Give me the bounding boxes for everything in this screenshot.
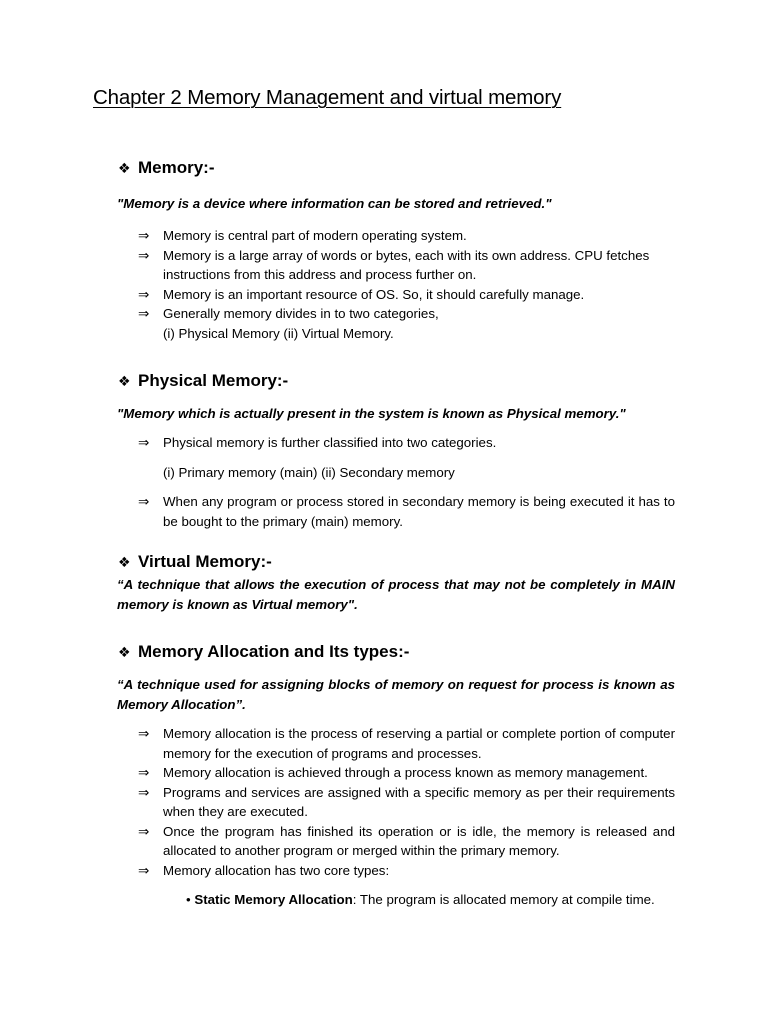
list-item: ⇒ Once the program has finished its operation or is idle, the memory is released and allocated to another program or merged within the primary memory. (138, 823, 675, 858)
heading-memory-allocation-label: Memory Allocation and Its types:- (138, 642, 410, 661)
double-arrow-icon: ⇒ (138, 435, 150, 450)
definition-physical-memory: "Memory which is actually present in the system is known as Physical memory." (117, 406, 626, 421)
definition-memory-allocation: “A technique used for assigning blocks of memory on request for process is known as Memory Allocation”. (117, 677, 675, 712)
list-item: ⇒ Memory allocation is achieved through a process known as memory management. (138, 763, 675, 783)
heading-virtual-memory-label: Virtual Memory:- (138, 552, 272, 571)
list-item: ⇒ Memory is an important resource of OS. So, it should carefully manage. (138, 285, 675, 305)
diamond-bullet-icon: ❖ (118, 160, 131, 176)
double-arrow-icon: ⇒ (138, 228, 150, 243)
heading-memory-allocation (118, 642, 409, 662)
physical-list-1 (138, 433, 675, 453)
memory-categories-line: (i) Physical Memory (ii) Virtual Memory. (163, 326, 394, 341)
list-item: ⇒ Physical memory is further classified into two categories. (138, 433, 675, 453)
list-item: ⇒ Memory allocation is the process of reserving a partial or complete portion of computer memory for the execution of programs and processes. (138, 726, 675, 761)
physical-list-2 (138, 492, 675, 531)
heading-physical-memory (118, 371, 288, 391)
list-item: ⇒ Memory is a large array of words or bytes, each with its own address. CPU fetches instructions from this address and process further on. (138, 247, 650, 282)
list-item: ⇒ Programs and services are assigned with a specific memory as per their requirements when they are executed. (138, 784, 675, 819)
diamond-bullet-icon: ❖ (118, 554, 131, 570)
double-arrow-icon: ⇒ (138, 765, 150, 780)
definition-virtual-memory: “A technique that allows the execution of process that may not be completely in MAIN memory is known as Virtual memory". (117, 577, 675, 612)
list-item: ⇒ Memory allocation has two core types: (138, 861, 675, 881)
double-arrow-icon: ⇒ (138, 286, 150, 302)
static-allocation-term: Static Memory Allocation (194, 892, 353, 907)
static-allocation-text: : The program is allocated memory at compile time. (352, 892, 655, 907)
list-item: ⇒ When any program or process stored in secondary memory is being executed it has to be bought to the primary (main) memory. (138, 494, 675, 529)
double-arrow-icon: ⇒ (138, 306, 150, 321)
double-arrow-icon: ⇒ (138, 823, 150, 839)
list-item: ⇒ Generally memory divides in to two categories, (138, 304, 675, 324)
diamond-bullet-icon: ❖ (118, 373, 131, 389)
page-title: Chapter 2 Memory Management and virtual memory (93, 86, 562, 109)
heading-physical-memory-label: Physical Memory:- (138, 371, 289, 390)
double-arrow-icon: ⇒ (138, 247, 150, 263)
static-allocation-bullet (186, 890, 655, 910)
memory-list (138, 226, 675, 324)
list-item: ⇒ Memory is central part of modern operating system. (138, 226, 675, 246)
double-arrow-icon: ⇒ (138, 726, 150, 741)
definition-memory: "Memory is a device where information can be stored and retrieved." (117, 196, 552, 211)
double-arrow-icon: ⇒ (138, 784, 150, 800)
heading-virtual-memory (118, 552, 272, 572)
physical-sub-line: (i) Primary memory (main) (ii) Secondary memory (163, 465, 455, 480)
allocation-list (138, 724, 675, 880)
heading-memory (118, 158, 215, 178)
double-arrow-icon: ⇒ (138, 494, 150, 509)
dot-bullet-icon: • (186, 892, 191, 907)
diamond-bullet-icon: ❖ (118, 644, 131, 660)
double-arrow-icon: ⇒ (138, 862, 150, 878)
heading-memory-label: Memory:- (138, 158, 215, 177)
